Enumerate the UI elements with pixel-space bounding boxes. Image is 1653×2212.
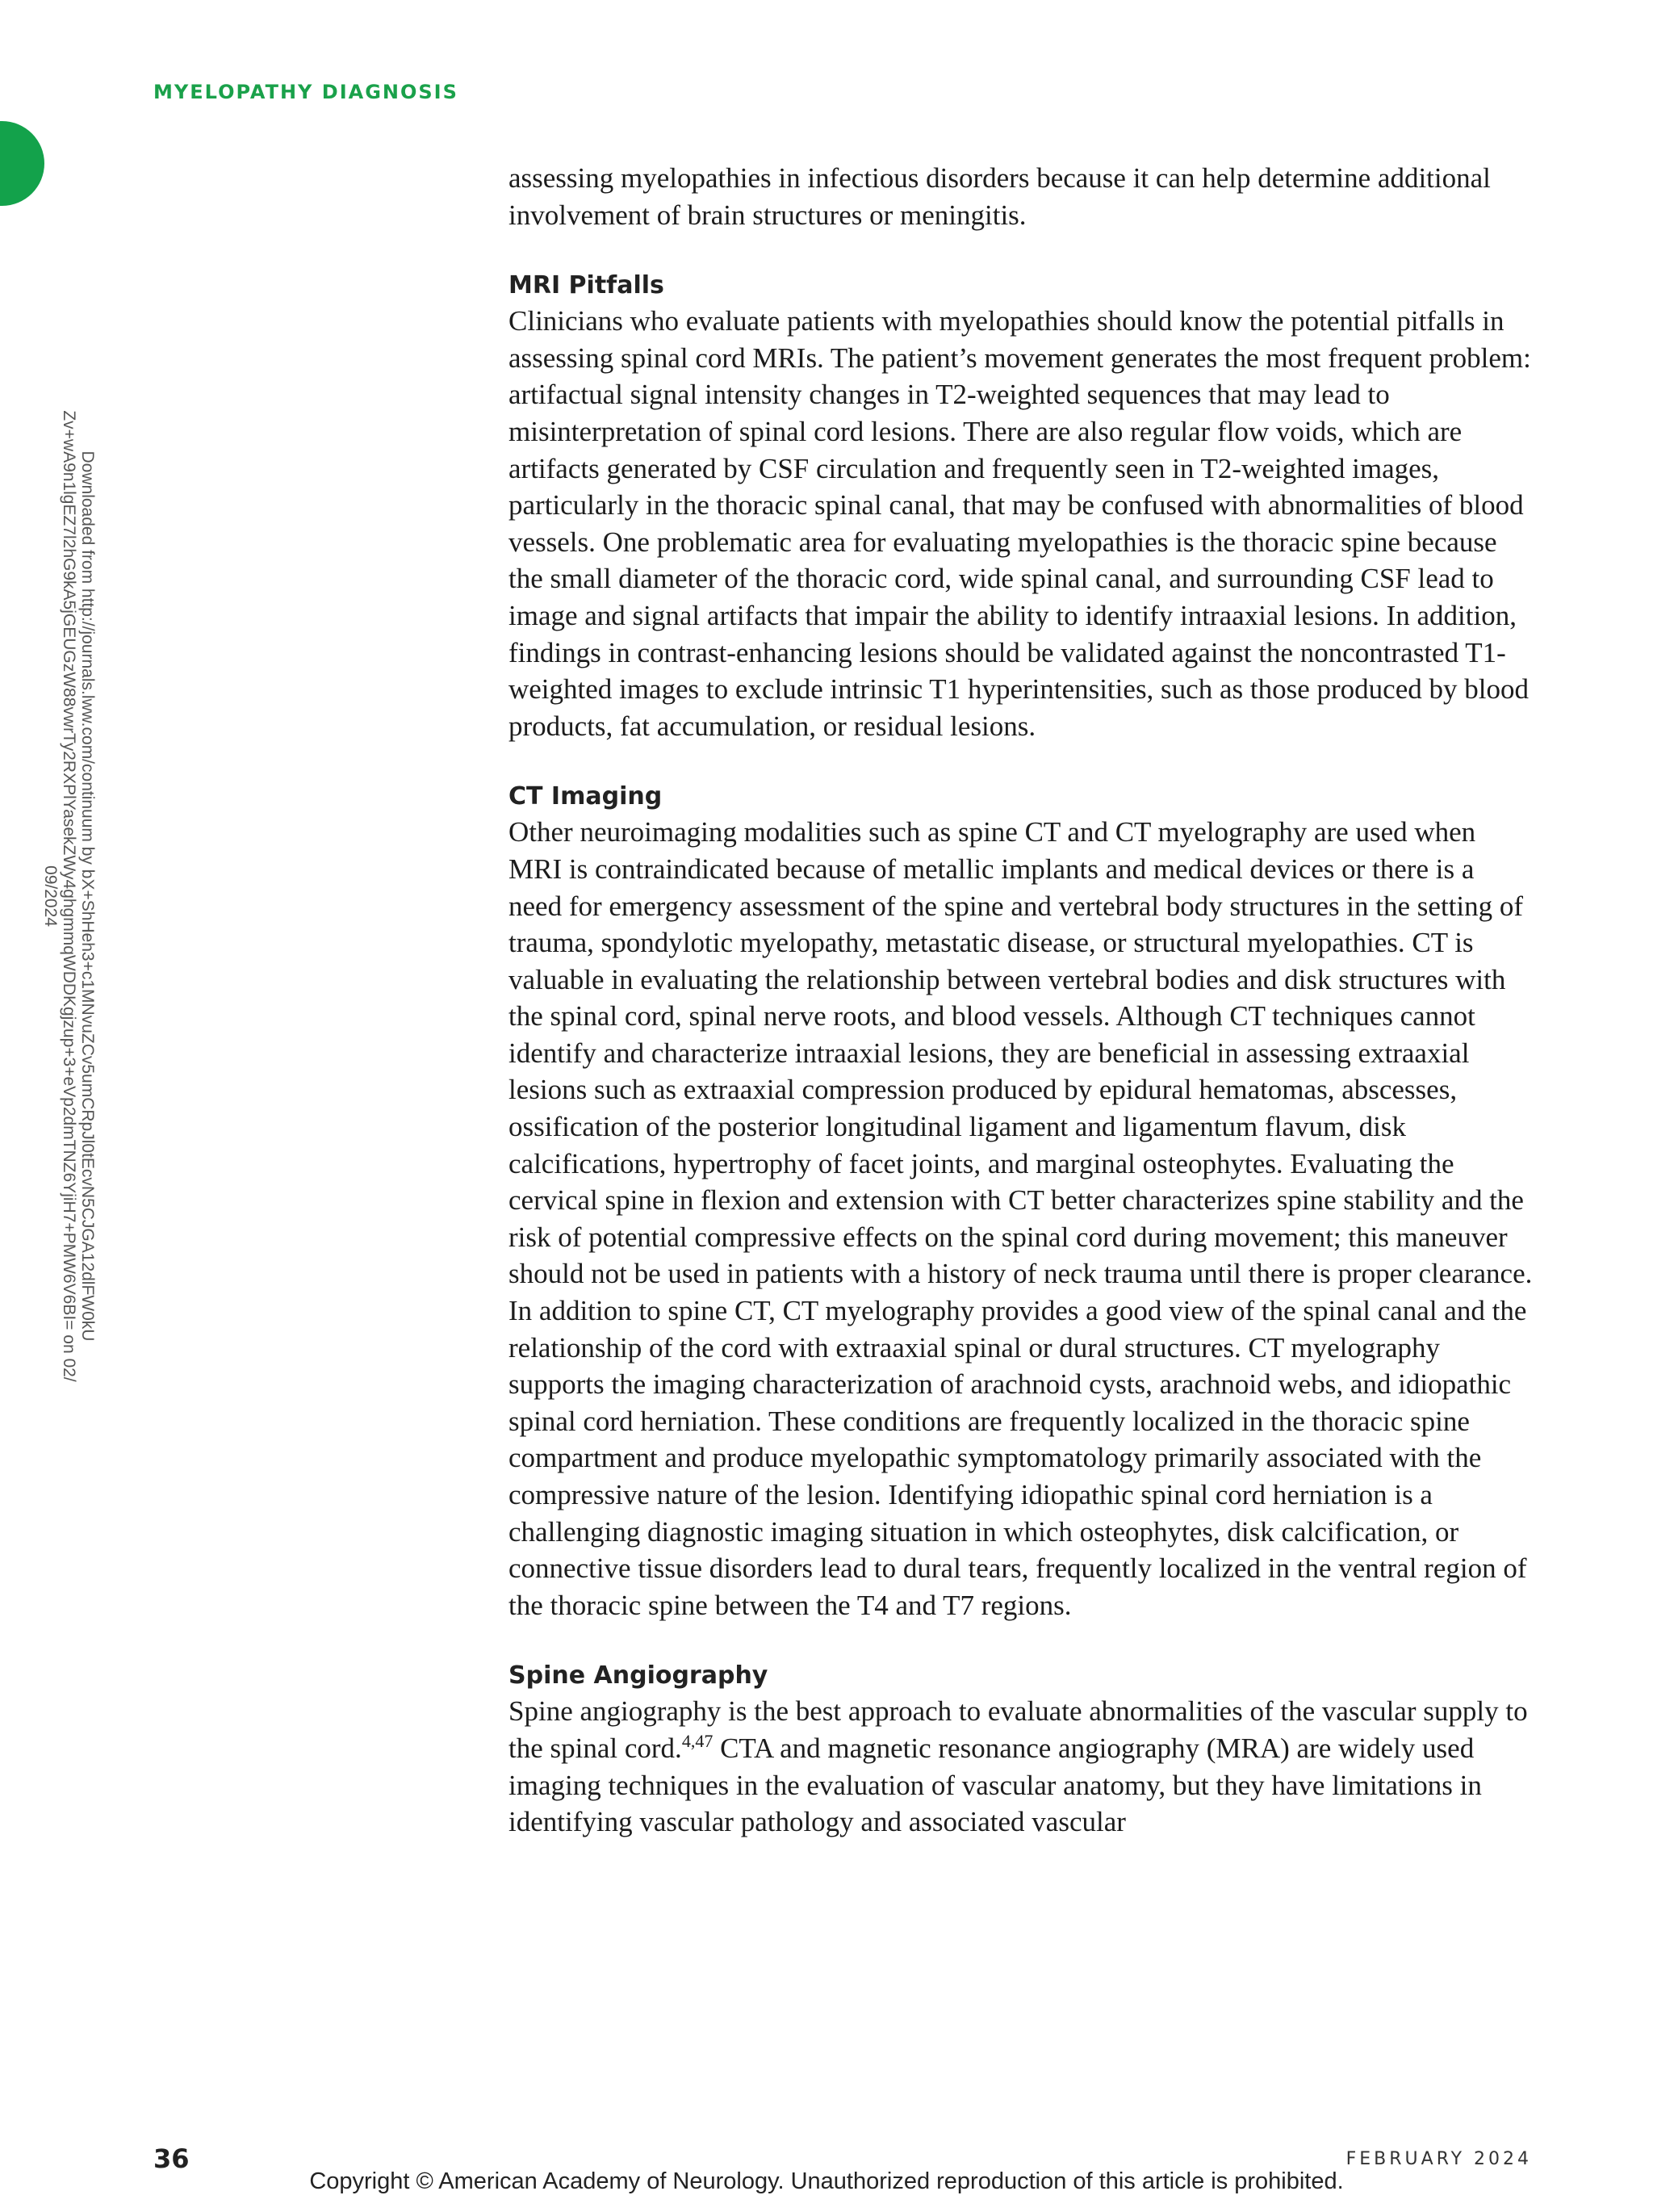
issue-date: FEBRUARY 2024	[1345, 2149, 1532, 2169]
spine-angiography-paragraph	[508, 1693, 1534, 1840]
mri-pitfalls-heading: MRI Pitfalls	[508, 271, 664, 300]
download-watermark-line-1: Downloaded from http://journals.lww.com/continuum by bX+ShHeh3+c1MNvuZCv5umCRpJl0tEcvN5CJGA12dlFW0kU	[78, 450, 97, 1342]
ct-imaging-paragraph: Other neuroimaging modalities such as spine CT and CT myelography are used when MRI is contraindicated because of metallic implants and medical devices or there is a need for emergency assessment of the spine and vertebral body structures in the setting of trauma, spondylotic myelopathy, metastatic disease, or structural myelopathies. CT is valuable in evaluating the relationship between vertebral bodies and disk structures with the spinal cord, spinal nerve roots, and blood vessels. Although CT techniques cannot identify and characterize intraaxial lesions, they are beneficial in assessing extraaxial lesions such as extraaxial compression produced by epidural hematomas, abscesses, ossification of the posterior longitudinal ligament and ligamentum flavum, disk calcifications, hypertrophy of facet joints, and marginal osteophytes. Evaluating the cervical spine in flexion and extension with CT better characterizes spine stability and the risk of potential compressive effects on the spinal cord during movement; this maneuver should not be used in patients with a history of neck trauma until there is proper clearance. In addition to spine CT, CT myelography provides a good view of the spinal canal and the relationship of the cord with extraaxial spinal or dural structures. CT myelography supports the imaging characterization of arachnoid cysts, arachnoid webs, and idiopathic spinal cord herniation. These conditions are frequently localized in the thoracic spine compartment and produce myelopathic symptomatology primarily associated with the compressive nature of the lesion. Identifying idiopathic spinal cord herniation is a challenging diagnostic imaging situation in which osteophytes, disk calcification, or connective tissue disorders lead to dural tears, frequently localized in the ventral region of the thoracic spine between the T4 and T7 regions.	[508, 816, 1533, 1621]
download-watermark	[24, 331, 97, 1461]
spine-angiography-text-part-1: Spine angiography is the best approach to evaluate abnormalities of the vascular supply to the spinal cord.	[508, 1695, 1528, 1764]
section-tab-marker	[0, 121, 44, 206]
intro-paragraph: assessing myelopathies in infectious disorders because it can help determine additional involvement of brain structures or meningitis.	[508, 162, 1491, 231]
copyright-notice: Copyright © American Academy of Neurology. Unauthorized reproduction of this article is prohibited.	[309, 2168, 1344, 2194]
download-watermark-line-2: Zv+wA9n1lgEZ7l2hG9kA5jGEUGzW88vwrTy2RXPlYasekZWy4ghgmmqWDDKgjzup+3+eVp2dmTNZ6YjiH7+PMW6V6BI= on 02/	[60, 410, 78, 1382]
article-body	[508, 160, 1534, 1841]
spine-angiography-heading: Spine Angiography	[508, 1661, 768, 1690]
mri-pitfalls-paragraph: Clinicians who evaluate patients with myelopathies should know the potential pitfalls in assessing spinal cord MRIs. The patient’s movement generates the most frequent problem: artifactual signal intensity changes in T2-weighted sequences that may lead to misinterpretation of spinal cord lesions. There are also regular flow voids, which are artifacts generated by CSF circulation and frequently seen in T2-weighted images, particularly in the thoracic spinal canal, that may be confused with abnormalities of blood vessels. One problematic area for evaluating myelopathies is the thoracic spine because the small diameter of the thoracic cord, wide spinal canal, and surrounding CSF lead to image and signal artifacts that impair the ability to identify intraaxial lesions. In addition, findings in contrast-enhancing lesions should be validated against the noncontrasted T1-weighted images to exclude intrinsic T1 hyperintensities, such as those produced by blood products, fat accumulation, or residual lesions.	[508, 305, 1531, 742]
citation-superscript[interactable]: 4,47	[681, 1730, 714, 1751]
ct-imaging-heading: CT Imaging	[508, 782, 663, 811]
page-number: 36	[153, 2143, 190, 2174]
running-head: MYELOPATHY DIAGNOSIS	[153, 81, 458, 103]
download-watermark-text	[41, 331, 97, 1461]
download-watermark-line-3: 09/2024	[41, 865, 60, 927]
spine-angiography-text-part-2: CTA and magnetic resonance angiography (MRA) are widely used imaging techniques in the evaluation of vascular anatomy, but they have limitations in identifying vascular pathology and associated vascular	[508, 1732, 1482, 1838]
